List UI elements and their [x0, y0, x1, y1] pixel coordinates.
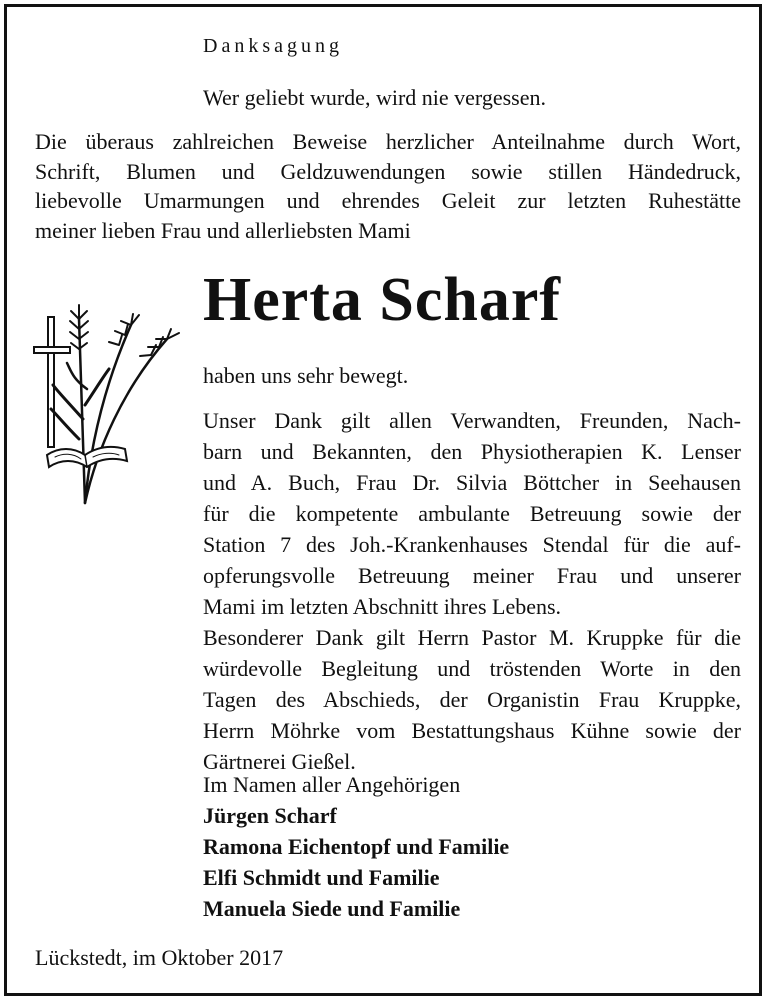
- cross-wheat-book-icon: [27, 289, 193, 507]
- body-line: Station 7 des Joh.-Krankenhauses Stendal für die auf-: [203, 532, 741, 557]
- body-line: opferungsvolle Betreuung meiner Frau und unserer: [203, 563, 741, 588]
- notice-heading: Danksagung: [203, 35, 343, 57]
- obituary-notice: [4, 4, 762, 996]
- body-line: Unser Dank gilt allen Verwandten, Freunden, Nach-: [203, 408, 741, 433]
- body-line: Tagen des Abschieds, der Organistin Frau Kruppke,: [203, 687, 741, 712]
- body-line: Herrn Möhrke vom Bestattungshaus Kühne sowie der: [203, 718, 741, 743]
- deceased-name: Herta Scharf: [203, 266, 562, 334]
- signature-name: Ramona Eichentopf und Familie: [203, 834, 510, 859]
- motto: Wer geliebt wurde, wird nie vergessen.: [203, 85, 546, 110]
- signature-intro: Im Namen aller Angehörigen: [203, 772, 461, 797]
- body-line: barn und Bekannten, den Physiotherapien K. Lenser: [203, 439, 741, 464]
- body-line: und A. Buch, Frau Dr. Silvia Böttcher in Seehausen: [203, 470, 741, 495]
- signature-name: Elfi Schmidt und Familie: [203, 865, 440, 890]
- intro-line: Die überaus zahlreichen Beweise herzlicher Anteilnahme durch Wort,: [35, 129, 741, 154]
- body-line: Mami im letzten Abschnitt ihres Lebens.: [203, 594, 562, 619]
- place-date: Lückstedt, im Oktober 2017: [35, 945, 284, 970]
- intro-line: meiner lieben Frau und allerliebsten Mami: [35, 217, 411, 243]
- body-line: für die kompetente ambulante Betreuung sowie der: [203, 501, 741, 526]
- signature-name: Jürgen Scharf: [203, 803, 337, 828]
- intro-paragraph: [35, 127, 741, 245]
- intro-line: Schrift, Blumen und Geldzuwendungen sowie stillen Händedruck,: [35, 158, 741, 184]
- intro-line: liebevolle Umarmungen und ehrendes Geleit zur letzten Ruhestätte: [35, 188, 741, 213]
- signature-block: [203, 769, 509, 924]
- body-line: Besonderer Dank gilt Herrn Pastor M. Kruppke für die: [203, 625, 741, 650]
- moved-text: haben uns sehr bewegt.: [203, 363, 409, 388]
- signature-name: Manuela Siede und Familie: [203, 896, 461, 921]
- body-paragraph: [203, 405, 741, 777]
- body-line: würdevolle Begleitung und tröstenden Worte in den: [203, 656, 741, 681]
- body-line: Gärtnerei Gießel.: [203, 749, 356, 774]
